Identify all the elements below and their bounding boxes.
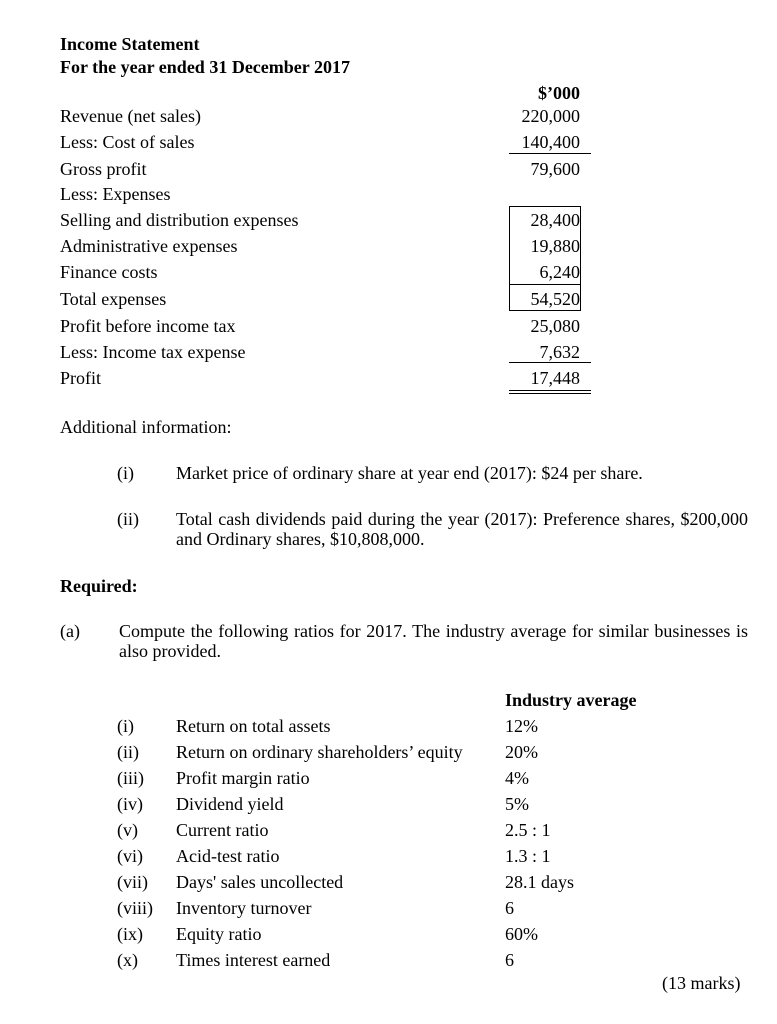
- statement-title: Income Statement: [60, 34, 200, 54]
- ratio-name: Return on ordinary shareholders’ equity: [176, 742, 463, 762]
- unit-header: $’000: [538, 83, 580, 103]
- statement-period: For the year ended 31 December 2017: [60, 57, 350, 77]
- row-label: Less: Expenses: [60, 184, 171, 204]
- row-label: Total expenses: [60, 289, 167, 309]
- part-label: (a): [60, 621, 80, 641]
- row-label: Selling and distribution expenses: [60, 210, 299, 230]
- ratio-average: 2.5 : 1: [505, 820, 551, 840]
- ratio-name: Days' sales uncollected: [176, 872, 344, 892]
- row-label: Administrative expenses: [60, 236, 238, 256]
- tax-rule: [509, 362, 591, 363]
- ratio-number: (x): [117, 950, 138, 970]
- expense-box-bottom: [509, 310, 581, 311]
- ratio-number: (v): [117, 820, 138, 840]
- expense-box-mid: [509, 284, 581, 285]
- profit-double-rule-bottom: [509, 393, 591, 394]
- additional-item-text: Total cash dividends paid during the year (2017): Preference shares, $200,000 and Ordinary shares, $10,808,000.: [176, 509, 748, 549]
- ratio-name: Equity ratio: [176, 924, 262, 944]
- ratio-average: 5%: [505, 794, 529, 814]
- ratio-name: Times interest earned: [176, 950, 331, 970]
- ratio-average: 6: [505, 898, 514, 918]
- ratio-number: (ii): [117, 742, 139, 762]
- additional-item-number: (i): [117, 463, 134, 483]
- ratio-name: Acid-test ratio: [176, 846, 280, 866]
- ratio-average: 60%: [505, 924, 538, 944]
- required-heading: Required:: [60, 576, 138, 596]
- ratio-average: 6: [505, 950, 514, 970]
- row-label: Finance costs: [60, 262, 158, 282]
- row-value: 19,880: [530, 236, 580, 256]
- industry-average-header: Industry average: [505, 690, 637, 710]
- marks-label: (13 marks): [662, 973, 741, 993]
- ratio-number: (vi): [117, 846, 143, 866]
- ratio-name: Dividend yield: [176, 794, 284, 814]
- row-value: 54,520: [530, 289, 580, 309]
- row-value: 79,600: [530, 159, 580, 179]
- row-value: 28,400: [530, 210, 580, 230]
- ratio-name: Return on total assets: [176, 716, 331, 736]
- ratio-average: 20%: [505, 742, 538, 762]
- ratio-number: (viii): [117, 898, 153, 918]
- row-label: Gross profit: [60, 159, 147, 179]
- row-label: Profit: [60, 368, 102, 388]
- ratio-name: Profit margin ratio: [176, 768, 310, 788]
- expense-box-top: [509, 206, 581, 207]
- row-label: Less: Cost of sales: [60, 132, 195, 152]
- row-label: Less: Income tax expense: [60, 342, 246, 362]
- ratio-name: Current ratio: [176, 820, 269, 840]
- ratio-average: 12%: [505, 716, 538, 736]
- ratio-average: 28.1 days: [505, 872, 574, 892]
- expense-box-right: [580, 206, 581, 310]
- ratio-number: (iii): [117, 768, 144, 788]
- additional-item-number: (ii): [117, 509, 139, 529]
- row-value: 220,000: [521, 106, 580, 126]
- row-value: 7,632: [539, 342, 580, 362]
- profit-double-rule-top: [509, 390, 591, 391]
- row-label: Profit before income tax: [60, 316, 236, 336]
- row-value: 17,448: [530, 368, 580, 388]
- ratio-number: (iv): [117, 794, 143, 814]
- ratio-number: (ix): [117, 924, 143, 944]
- additional-heading: Additional information:: [60, 417, 232, 437]
- expense-box-left: [509, 206, 510, 310]
- additional-item-text: Market price of ordinary share at year end (2017): $24 per share.: [176, 463, 643, 483]
- part-text: Compute the following ratios for 2017. The industry average for similar businesses is also provided.: [119, 621, 748, 661]
- row-label: Revenue (net sales): [60, 106, 201, 126]
- ratio-average: 4%: [505, 768, 529, 788]
- row-value: 25,080: [530, 316, 580, 336]
- row-value: 140,400: [521, 132, 580, 152]
- subtotal-rule: [509, 153, 591, 154]
- row-value: 6,240: [539, 262, 580, 282]
- ratio-number: (i): [117, 716, 134, 736]
- ratio-average: 1.3 : 1: [505, 846, 551, 866]
- ratio-name: Inventory turnover: [176, 898, 312, 918]
- ratio-number: (vii): [117, 872, 148, 892]
